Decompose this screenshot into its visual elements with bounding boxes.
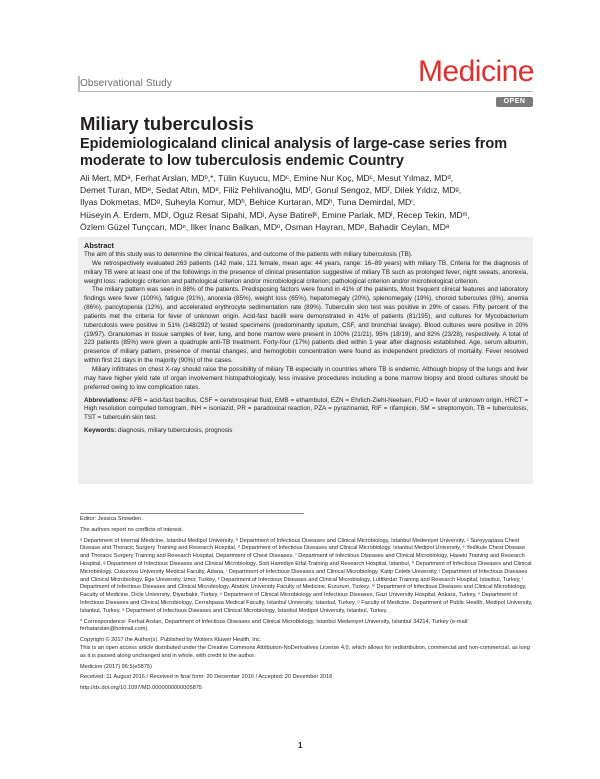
copyright: Copyright © 2017 the Author(s). Published by Wolters Kluwer Health, Inc. (80, 637, 262, 644)
header-divider (78, 91, 533, 92)
abbreviations-label: Abbreviations: (84, 396, 129, 404)
abstract-paragraph: Miliary infiltrates on chest X-ray should raise the possibility of miliary TB especially in countries where TB is endemic. Although biopsy of the lungs and liver may have higher yield rate of organ involvement histopathologicaly, less invasive procedures including a bone marrow biopsy and blood cultures should be preferred owing to low complication rates. (84, 365, 528, 391)
author-line: Ali Mert, MDᵃ, Ferhat Arslan, MDᵇ,*, Tülin Kuyucu, MDᶜ, Emine Nur Koç, MDᶜ, Mesut Yılmaz, MDᵈ, (80, 173, 454, 183)
dates: Received: 11 August 2016 / Received in final form: 20 December 2016 / Accepted: 20 December 2016 (80, 674, 333, 681)
abstract-paragraph: The miliary pattern was seen in 88% of the patients. Predisposing factors were found in 41% of the patients. Most frequent clinical features and laboratory findings were fever (100%), fatigue (91%), anorexia (85%), weight loss (65%), hepatomegaly (20%), splenomegaly (19%), choroid tubercules (8%), anemia (86%), pancytopenia (12%), and accelerated erythrocyte sedimentation rate (89%). Tuberculin skin test was positive in 29% of cases. Fifty percent of the patients met the criteria for fever of unknown origin. Acid-fast bacilli were demonstrated in 41% of patients (81/195), and cultures for Mycobacterium tuberculosis were positive in 51% (148/292) of tested specimens (predominantly sputum, CSF, and bronchial lavage). Blood cultures were positive in 20% (19/97). Granulomas in tissue samples of liver, lung, and bone marrow were present in 100% (21/21), 95% (18/19), and 82% (23/28), respectively. A total of 223 patients (85%) were given a quadruple anti-TB treatment. Forty-four (17%) patients died within 1 year after diagnosis established. Age, serum albumin, presence of miliary pattern, presence of mental changes, and hemoglobin concentration were found as independent predictors of mortality. Fever resolved within first 21 days in the majority (90%) of the cases. (84, 286, 528, 365)
keywords-text: diagnosis, miliary tuberculosis, prognosis (117, 427, 233, 435)
doi-link[interactable]: http://dx.doi.org/10.1097/MD.0000000000005875 (80, 685, 202, 692)
author-list (80, 172, 535, 233)
citation: Medicine (2017) 96:5(e5875) (80, 663, 152, 670)
author-line: Özlem Güzel Tunçcan, MDⁿ, Ilker Inanc Balkan, MDᵒ, Osman Hayran, MDᵖ, Bahadir Ceylan, MDᵃ (80, 221, 450, 232)
editor-note: Editor: Jessica Snowden. (80, 516, 143, 522)
section-label: Observational Study (80, 78, 172, 89)
keywords-label: Keywords: (84, 427, 117, 435)
journal-logo: Medicine (417, 55, 534, 88)
footnotes (80, 513, 535, 693)
author-line: Ilyas Dokmetas, MDᵍ, Suheyla Komur, MDʰ, Behice Kurtaran, MDʰ, Tuna Demirdal, MDⁱ, (80, 197, 416, 208)
abstract-body (84, 251, 528, 436)
correspondence: * Correspondence: Ferhat Arslan, Department of Infectious Diseases and Clinical Microbiology, Istanbul Medeniyet University, Istanbul 34214, Turkey (e-mail: ferhatarslan@hotmail.com). (80, 618, 469, 633)
abbreviations (84, 397, 528, 424)
page-number: 1 (298, 741, 303, 750)
article-subtitle: Epidemiologicaland clinical analysis of large-case series from moderate to low tuberculosis endemic Country (80, 136, 508, 169)
abstract-heading: Abstract (84, 241, 114, 250)
author-line: Demet Turan, MDᵉ, Sedat Altın, MDᵉ, Filiz Pehlivanoğlu, MDᶠ, Gonul Sengoz, MDᶠ, Dilek Yıldız, MDᵍ, (80, 185, 462, 196)
conflict-note: The authors report no conflicts of interest. (80, 526, 184, 533)
affiliations: ᵃ Department of Internal Medicine, Istanbul Medipol University, ᵇ Department of Infectious Diseases and Clinical Microbiology, Istanbul Medeniyet University, ᶜ Sureyyapasa Chest Disease and Thoracic Surgery Training and Research Hospital, ᵈ Department of Infectious Diseases and Clinical Microbiology, Istanbul Medipol University, ᵉ Yedikule Chest Disease and Thoracic Surgery Training and Research Hospital, Department of Chest Diseases, ᶠ Department of Infectious Diseases and Clinical Microbiology, Haseki Training and Research Hospital, ᵍ Department of Infectious Diseases and Clinical Microbiology, Sisli Hamidiye Etfal Training and Research Hospital, Istanbul, ʰ Department of Infectious Diseases and Clinical Microbiology, Cukurova University Medical Faculty, Adana, ⁱ Department of Infectious Diseases and Clinical Microbiology, Katip Celebi University, ʲ Department of Infectious Diseases and Clinical Microbiology, Ege University, Izmir, Turkey, ᵏ Department of Infectious Diseases and Clinical Microbiology, Lutfikirdar Training and Research Hospital, Istanbul, Turkey, ˡ Department of Infectious Diseases and Clinical Microbiology, Atatürk University Faculty of Medicine, Erzurum, Turkey, ᵐ Department of Infectious Diseases and Clinical Microbiology, Faculty of Medicine, Dicle University, Diyarbakir, Turkey, ⁿ Department of Clinical Microbiology and Infectious Diseases, Gazi University Hospital, Ankara, Turkey, ᵒ Department of Infectious Diseases and Clinical Microbiology, Cerrahpasa Medical Faculty, Istanbul University, Istanbul, Turkey, ᵖ Faculty of Medicine, Department of Public Health, Medipol University, Istanbul, Turkey, ᵃ Department of Infectious Diseases and Clinical Microbiology, Istanbul Medipol University, Istanbul, Turkey. (80, 537, 533, 614)
article-title: Miliary tuberculosis (80, 113, 254, 134)
license: This is an open access article distributed under the Creative Commons Attribution-NoDerivatives License 4.0, which allows for redistribution, commercial and non-commercial, as long as it is passed along unchanged and in whole, with credit to the author. (80, 644, 530, 659)
abstract-paragraph: The aim of this study was to determine the clinical features, and outcome of the patients with miliary tuberculosis (TB). (84, 251, 413, 258)
open-access-badge: OPEN (496, 97, 533, 107)
author-line: Hüseyin A. Erdem, MDʲ, Oguz Resat Sipahi, MDʲ, Ayse Batirelᵏ, Emine Parlak, MDˡ, Recep Tekin, MDᵐ, (80, 209, 470, 220)
abbreviations-text: AFB = acid-fast bacillus, CSF = cerebrospinal fluid, EMB = ethambutol, EZN = Ehrlich-Ziehl-Neelsen, FUO = fever of unknown origin, HRCT = High resolution computed tomogram, INH = isoniazid, PR = paradoxical reaction, PZA = pyrazinamid, RIF = rifampicin, SM = streptomycin, TB = tuberculosis, TST = tuberculin skin test. (84, 396, 528, 422)
keywords (84, 427, 528, 436)
abstract-paragraph: We retrospectively evaluated 263 patients (142 male, 121 female, mean age: 44 years, range: 16–89 years) with miliary TB. Criteria for the diagnosis of miliary TB were at least one of the followings in the presence of clinical presentation suggestive of miliary TB such as prolonged fever, night sweats, anorexia, weight loss: radiologic criterion and pathological criterion and/or microbiological criterion; pathological criterion and/or microbiological criterion. (84, 259, 528, 285)
